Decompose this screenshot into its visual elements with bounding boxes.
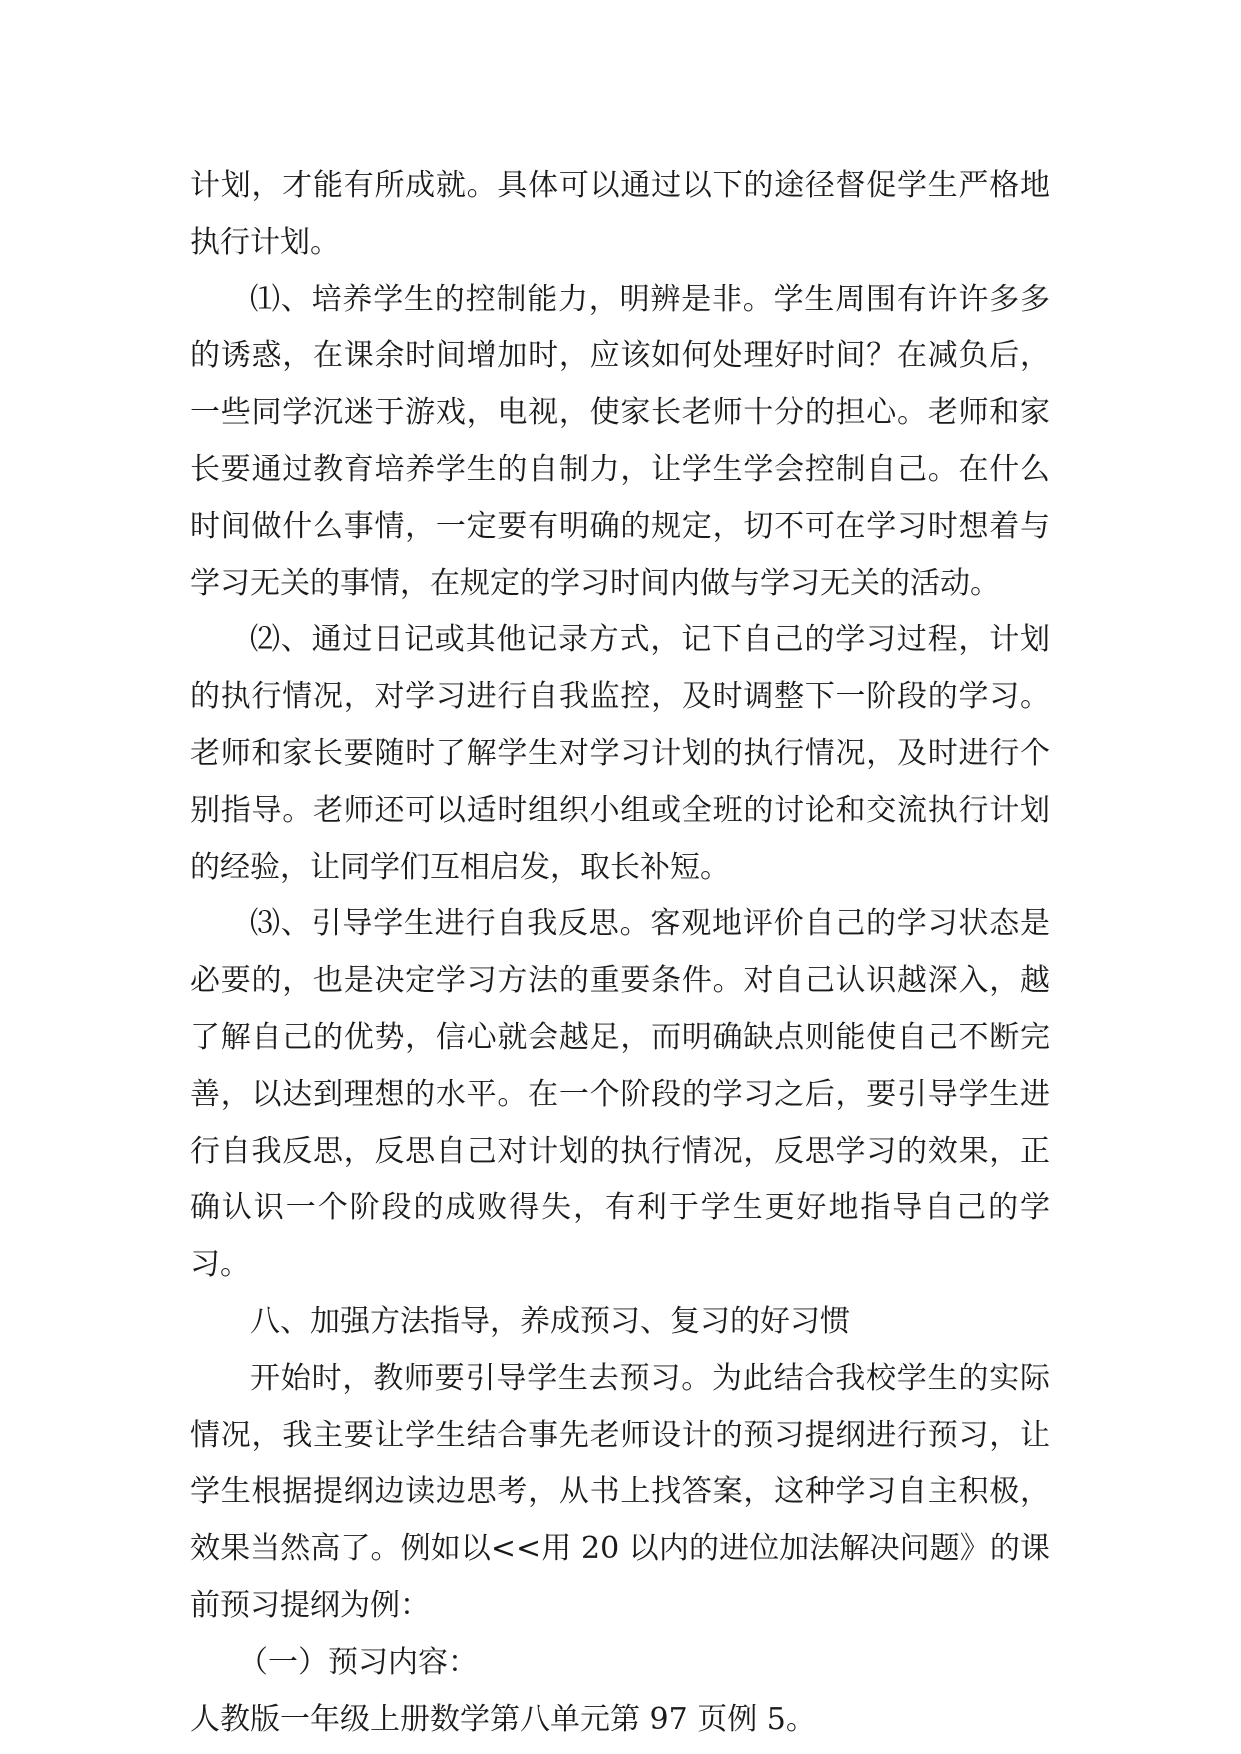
document-body xyxy=(190,158,1050,1748)
subheading-preview-content: （一）预习内容： xyxy=(238,1644,478,1680)
paragraph-item-3: ⑶、引导学生进行自我反思。客观地评价自己的学习状态是必要的，也是决定学习方法的重要条件。对自己认识越深入，越了解自己的优势，信心就会越足，而明确缺点则能使自己不断完善，以达到理想的水平。在一个阶段的学习之后，要引导学生进行自我反思，反思自己对计划的执行情况，反思学习的效果，正确认识一个阶段的成败得失，有利于学生更好地指导自己的学习。 xyxy=(190,906,1050,1283)
paragraph-continuation: 计划，才能有所成就。具体可以通过以下的途径督促学生严格地执行计划。 xyxy=(190,168,1050,260)
paragraph-item-2: ⑵、通过日记或其他记录方式，记下自己的学习过程，计划的执行情况，对学习进行自我监控，及时调整下一阶段的学习。老师和家长要随时了解学生对学习计划的执行情况，及时进行个别指导。老师还可以适时组织小组或全班的讨论和交流执行计划的经验，让同学们互相启发，取长补短。 xyxy=(190,622,1050,885)
paragraph-textbook-reference: 人教版一年级上册数学第八单元第 97 页例 5。 xyxy=(190,1701,816,1737)
section-heading-8: 八、加强方法指导，养成预习、复习的好习惯 xyxy=(250,1303,850,1339)
paragraph-preview-intro: 开始时，教师要引导学生去预习。为此结合我校学生的实际情况，我主要让学生结合事先老师设计的预习提纲进行预习，让学生根据提纲边读边思考，从书上找答案，这种学习自主积极，效果当然高了。例如以<<用 20 以内的进位加法解决问题》的课前预习提纲为例： xyxy=(190,1360,1050,1623)
paragraph-item-1: ⑴、培养学生的控制能力，明辨是非。学生周围有许许多多的诱惑，在课余时间增加时，应该如何处理好时间？在减负后，一些同学沉迷于游戏，电视，使家长老师十分的担心。老师和家长要通过教育培养学生的自制力，让学生学会控制自己。在什么时间做什么事情，一定要有明确的规定，切不可在学习时想着与学习无关的事情，在规定的学习时间内做与学习无关的活动。 xyxy=(190,281,1050,601)
